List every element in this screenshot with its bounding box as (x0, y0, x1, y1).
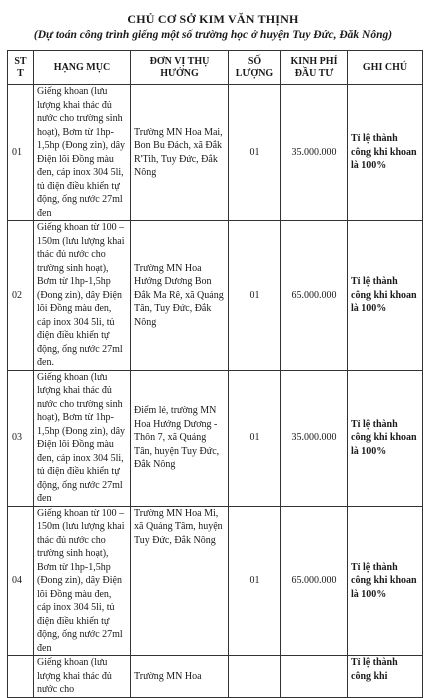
row-qty: 01 (229, 370, 281, 506)
row-item: Giếng khoan (lưu lượng khai thác đủ nước cho trường sinh hoạt), Bơm từ 1hp-1,5hp (Đong zin), dây Điện lõi Đồng màu đen, cáp inox 304 5li, tủ điện điều khiển tự động, ống nước 27ml đen (34, 85, 131, 221)
row-note: Tỉ lệ thành công khi (348, 656, 423, 698)
row-stt: 04 (8, 506, 34, 656)
row-cost (281, 656, 348, 698)
row-unit: Trường MN Hoa Mi, xã Quảng Tâm, huyện Tuy Đức, Đắk Nông (131, 506, 229, 656)
header-qty: SỐ LƯỢNG (229, 51, 281, 85)
document-subtitle: (Dự toán công trình giếng một số trường học ở huyện Tuy Đức, Đăk Nông) (33, 29, 393, 41)
estimate-table (7, 50, 423, 698)
row-stt (8, 656, 34, 698)
row-stt: 02 (8, 221, 34, 371)
table-row (8, 656, 423, 698)
table-row (8, 221, 423, 371)
row-cost: 65.000.000 (281, 221, 348, 371)
row-unit: Trường MN Hoa Mai, Bon Bu Đách, xã Đắk R'Tih, Tuy Đức, Đắk Nông (131, 85, 229, 221)
row-note: Tỉ lệ thành công khi khoan là 100% (348, 85, 423, 221)
header-item: HẠNG MỤC (34, 51, 131, 85)
row-qty: 01 (229, 85, 281, 221)
header-cost: KINH PHÍ ĐẦU TƯ (281, 51, 348, 85)
row-qty: 01 (229, 221, 281, 371)
row-cost: 35.000.000 (281, 85, 348, 221)
row-note: Tỉ lệ thành công khi khoan là 100% (348, 370, 423, 506)
row-cost: 65.000.000 (281, 506, 348, 656)
row-qty (229, 656, 281, 698)
header-stt: ST T (8, 51, 34, 85)
table-header-row (8, 51, 423, 85)
row-item: Giếng khoan từ 100 – 150m (lưu lượng khai thác đủ nước cho trường sinh hoạt), Bơm từ 1hp-1,5hp (Đong zin), dây Điện lõi Đồng màu đen, cáp inox 304 5li, tủ điện điều khiển tự động, ống nước 27ml đen (34, 506, 131, 656)
table-row (8, 85, 423, 221)
row-note: Tỉ lệ thành công khi khoan là 100% (348, 221, 423, 371)
row-item: Giếng khoan từ 100 – 150m (lưu lượng khai thác đủ nước cho trường sinh hoạt), Bơm từ 1hp-1,5hp (Đong zin), dây Điện lõi Đồng màu đen, cáp inox 304 5li, tủ điện điều khiển tự động, ống nước 27ml đen. (34, 221, 131, 371)
table-row (8, 370, 423, 506)
row-unit: Trường MN Hoa (131, 656, 229, 698)
header-unit: ĐƠN VỊ THỤ HƯỞNG (131, 51, 229, 85)
row-unit: Điểm lẻ, trường MN Hoa Hướng Dương - Thôn 7, xã Quảng Tân, huyện Tuy Đức, Đắk Nông (131, 370, 229, 506)
row-stt: 03 (8, 370, 34, 506)
header-note: GHI CHÚ (348, 51, 423, 85)
table-row (8, 506, 423, 656)
row-qty: 01 (229, 506, 281, 656)
document-title: CHỦ CƠ SỞ KIM VĂN THỊNH (127, 12, 299, 26)
row-item: Giếng khoan (lưu lượng khai thác đủ nước cho trường sinh hoạt), Bơm từ 1hp-1,5hp (Đong zin), dây Điện lõi Đồng màu đen, cáp inox 304 5li, tủ điện điều khiển tự động, ống nước 27ml đen (34, 370, 131, 506)
row-unit: Trường MN Hoa Hướng Dương Bon Đắk Ma Rê, xã Quảng Tân, Tuy Đức, Đắk Nông (131, 221, 229, 371)
row-item: Giếng khoan (lưu lượng khai thác đủ nước cho (34, 656, 131, 698)
row-cost: 35.000.000 (281, 370, 348, 506)
row-note: Tỉ lệ thành công khi khoan là 100% (348, 506, 423, 656)
row-stt: 01 (8, 85, 34, 221)
